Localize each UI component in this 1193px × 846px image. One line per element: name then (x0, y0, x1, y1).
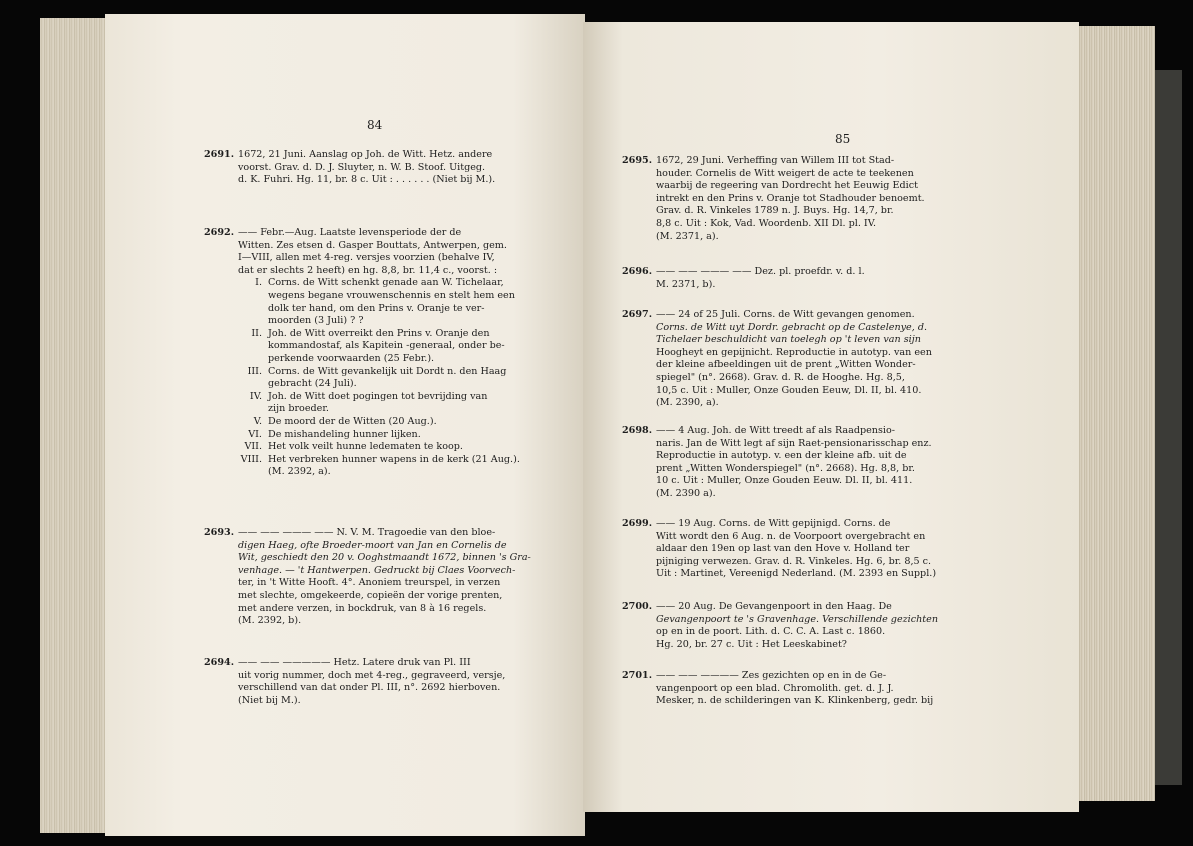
entry-line: —— 4 Aug. Joh. de Witt treedt af als Raadpensio- (656, 425, 895, 436)
entry-line: Hoogheyt en gepijnicht. Reproductie in autotyp. van een (656, 346, 932, 358)
entry-line: 10,5 c. Uit : Muller, Onze Gouden Eeuw, Dl. II, bl. 410. (656, 384, 922, 396)
entry-number: 2693. (204, 527, 235, 538)
entry-2693 (204, 527, 561, 628)
plate-item: IV. Joh. de Witt doet pogingen tot bevrijding van zijn broeder. (249, 390, 488, 415)
entry-line: ter, in 't Witte Hooft. 4°. Anoniem treurspel, in verzen (238, 577, 501, 589)
entry-line: Wit, geschiedt den 20 v. Ooghstmaandt 1672, binnen 's Gra- (238, 552, 531, 564)
entry-line: verschillend van dat onder Pl. III, n°. 2692 hierboven. (238, 682, 501, 694)
right-page (583, 22, 1079, 812)
entry-line: —— 24 of 25 Juli. Corns. de Witt gevangen genomen. (656, 309, 915, 320)
entry-line: (M. 2390 a). (656, 487, 716, 499)
entry-line: (M. 2390, a). (656, 397, 719, 409)
plate-item: VI. De mishandeling hunner lijken. (248, 428, 421, 440)
page-number-left: 84 (367, 118, 383, 132)
entry-number: 2692. (204, 227, 235, 238)
plate-item: VII. Het volk veilt hunne ledematen te koop. (244, 441, 463, 453)
page-number-right: 85 (835, 132, 851, 146)
entry-line: Witten. Zes etsen d. Gasper Bouttats, Antwerpen, gem. (238, 239, 507, 251)
entry-line: aldaar den 19en op last van den Hove v. Holland ter (656, 543, 910, 555)
entry-2696 (622, 266, 989, 291)
entry-line: Reproductie in autotyp. v. een der kleine afb. uit de (656, 450, 907, 462)
entry-line: digen Haeg, ofte Broeder-moort van Jan en Cornelis de (238, 539, 507, 551)
entry-line: —— 20 Aug. De Gevangenpoort in den Haag. De (656, 601, 892, 612)
entry-line: —— Febr.—Aug. Laatste levensperiode der de (238, 227, 462, 238)
plate-item: VIII. Het verbreken hunner wapens in de kerk (21 Aug.). (M. 2392, a). (240, 453, 520, 478)
entry-line: Grav. d. R. Vinkeles 1789 n. J. Buys. Hg. 14,7, br. (656, 205, 894, 217)
entry-line: —— —— ———— Zes gezichten op en in de Ge- (656, 670, 887, 681)
plate-item: III. Corns. de Witt gevankelijk uit Dordt n. den Haag gebracht (24 Juli). (247, 365, 507, 390)
left-page (105, 14, 585, 836)
entry-number: 2699. (622, 518, 653, 529)
entry-line: Gevangenpoort te 's Gravenhage. Verschillende gezichten (656, 613, 939, 625)
entry-number: 2695. (622, 155, 653, 166)
entry-2698 (622, 425, 989, 501)
plate-item: II. Joh. de Witt overreikt den Prins v. Oranje den kommandostaf, als Kapitein -generaal, onder be- perkende voorwaarden (25 Febr.). (251, 327, 505, 364)
entry-line: I—VIII, allen met 4-reg. versjes voorzien (behalve IV, (238, 252, 495, 264)
entry-line: met slechte, omgekeerde, copieën der vorige prenten, (238, 589, 503, 601)
plate-item: V. De moord der de Witten (20 Aug.). (253, 415, 437, 427)
entry-line: Uit : Martinet, Vereenigd Nederland. (M. 2393 en Suppl.) (656, 568, 937, 580)
entry-line: der kleine afbeeldingen uit de prent „Witten Wonder- (656, 359, 916, 371)
entry-line: —— 19 Aug. Corns. de Witt gepijnigd. Corns. de (656, 518, 891, 529)
entry-line: pijniging verwezen. Grav. d. R. Vinkeles. Hg. 6, br. 8,5 c. (656, 555, 932, 567)
entry-line: 1672, 29 Juni. Verheffing van Willem III tot Stad- (656, 155, 895, 166)
entry-line: d. K. Fuhri. Hg. 11, br. 8 c. Uit : . . . . . . (Niet bij M.). (238, 174, 496, 186)
entry-line: 1672, 21 Juni. Aanslag op Joh. de Witt. Hetz. andere (238, 149, 493, 160)
left-page-edges (40, 18, 110, 833)
entry-line: venhage. — 't Hantwerpen. Gedruckt bij Claes Voorvech- (238, 564, 516, 576)
entry-line: —— —— ————— Hetz. Latere druk van Pl. III (238, 657, 471, 668)
entry-number: 2698. (622, 425, 653, 436)
entry-number: 2691. (204, 149, 235, 160)
entry-2691 (204, 149, 561, 187)
entry-line: Tichelaer beschuldicht van toelegh op 't leven van sijn (656, 334, 921, 346)
entry-2692 (204, 227, 561, 479)
entry-2699 (622, 518, 989, 581)
plate-item: I. Corns. de Witt schenkt genade aan W. Tichelaar, wegens begane vrouwenschennis en stelt hem een dolk ter hand, om den Prins v. Oranje te ver- moorden (3 Juli) ? ? (255, 277, 515, 327)
plate-list (238, 277, 561, 479)
entry-number: 2696. (622, 266, 653, 277)
entry-line: voorst. Grav. d. D. J. Sluyter, n. W. B. Stoof. Uitgeg. (238, 161, 486, 173)
entry-line: —— —— ——— —— Dez. pl. proefdr. v. d. l. (656, 266, 865, 277)
entry-number: 2694. (204, 657, 235, 668)
entry-number: 2697. (622, 309, 653, 320)
entry-2697 (622, 309, 989, 410)
entry-line: 8,8 c. Uit : Kok, Vad. Woordenb. XII Dl. pl. IV. (656, 217, 877, 229)
entry-line: intrekt en den Prins v. Oranje tot Stadhouder benoemt. (656, 192, 925, 204)
entry-line: vangenpoort op een blad. Chromolith. get. d. J. J. (656, 682, 894, 694)
entry-line: —— —— ——— —— N. V. M. Tragoedie van den bloe- (238, 527, 496, 538)
entry-number: 2701. (622, 670, 653, 681)
entry-line: houder. Cornelis de Witt weigert de acte te teekenen (656, 167, 914, 179)
entry-line: spiegel" (n°. 2668). Grav. d. R. de Hooghe. Hg. 8,5, (656, 371, 905, 383)
entry-line: (M. 2371, a). (656, 230, 719, 242)
entry-line: op en in de poort. Lith. d. C. C. A. Last c. 1860. (656, 626, 886, 638)
entry-2701 (622, 670, 989, 708)
entry-line: (Niet bij M.). (238, 694, 301, 706)
entry-line: prent „Witten Wonderspiegel" (n°. 2668). Hg. 8,8, br. (656, 462, 915, 474)
entry-line: met andere verzen, in bockdruk, van 8 à 16 regels. (238, 602, 487, 614)
entry-line: uit vorig nummer, doch met 4-reg., gegraveerd, versje, (238, 669, 506, 681)
entry-2694 (204, 657, 561, 707)
entry-line: M. 2371, b). (656, 278, 716, 290)
right-page-edges (1075, 26, 1155, 801)
entry-2700 (622, 601, 989, 651)
entry-line: Mesker, n. de schilderingen van K. Klinkenberg, gedr. bij (656, 695, 934, 707)
entry-2695 (622, 155, 989, 243)
entry-line: Corns. de Witt uyt Dordr. gebracht op de Castelenye, d. (656, 321, 928, 333)
entry-line: naris. Jan de Witt legt af sijn Raet-pensionarisschap enz. (656, 437, 932, 449)
entry-line: waarbij de regeering van Dordrecht het Eeuwig Edict (656, 180, 918, 192)
entry-line: Witt wordt den 6 Aug. n. de Voorpoort overgebracht en (656, 530, 926, 542)
entry-line: (M. 2392, b). (238, 615, 302, 627)
entry-line: dat er slechts 2 heeft) en hg. 8,8, br. 11,4 c., voorst. : (238, 264, 498, 276)
entry-line: Hg. 20, br. 27 c. Uit : Het Leeskabinet? (656, 638, 847, 650)
entry-line: 10 c. Uit : Muller, Onze Gouden Eeuw. Dl. II, bl. 411. (656, 475, 913, 487)
entry-number: 2700. (622, 601, 653, 612)
